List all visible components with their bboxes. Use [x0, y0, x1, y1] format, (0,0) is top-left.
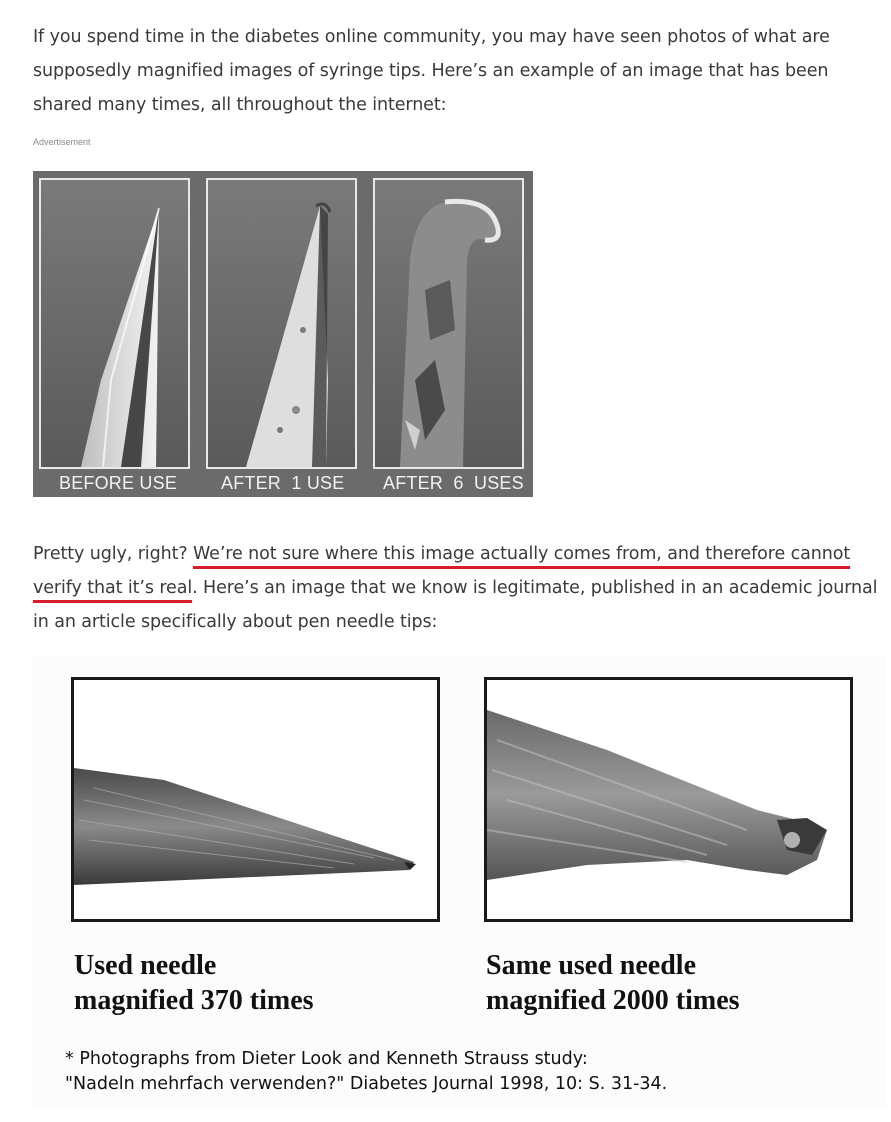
second-paragraph: [33, 537, 883, 639]
after-1-use-panel: [206, 178, 357, 469]
highlighted-sentence: We’re not sure where this image actually comes from, and therefore cannot verify that it’s real: [33, 544, 851, 598]
intro-paragraph: [33, 20, 883, 122]
right-needle-caption: [486, 948, 740, 1018]
pen-needle-figure: [33, 655, 886, 1108]
after-1-use-caption: AFTER 1 USE: [221, 473, 345, 493]
after-6-uses-caption: AFTER 6 USES: [383, 473, 524, 493]
before-use-panel: [39, 178, 190, 469]
credit-line-2: "Nadeln mehrfach verwenden?" Diabetes Journal 1998, 10: S. 31-34.: [65, 1074, 668, 1094]
right-caption-line-2: magnified 2000 times: [486, 985, 740, 1016]
after-6-uses-panel: [373, 178, 524, 469]
needle-370x-image: [71, 677, 440, 922]
before-use-caption: BEFORE USE: [59, 473, 178, 493]
left-caption-line-2: magnified 370 times: [74, 985, 314, 1016]
needle-2000x-image: [484, 677, 853, 922]
left-needle-caption: [74, 948, 314, 1018]
paragraph-lead: Pretty ugly, right?: [33, 544, 193, 564]
intro-text: If you spend time in the diabetes online community, you may have seen photos of what are supposedly magnified images of syringe tips. Here’s an example of an image that has been shared many times, all throughout the internet:: [33, 27, 830, 115]
right-caption-line-1: Same used needle: [486, 950, 696, 981]
paragraph-rest: . Here’s an image that we know is legitimate, published in an academic journal in an article specifically about pen needle tips:: [33, 578, 878, 632]
credit-line-1: * Photographs from Dieter Look and Kenneth Strauss study:: [65, 1049, 588, 1069]
advertisement-label: Advertisement: [33, 137, 91, 147]
syringe-tips-image: [33, 171, 533, 497]
left-caption-line-1: Used needle: [74, 950, 217, 981]
photo-credit: [65, 1047, 667, 1097]
